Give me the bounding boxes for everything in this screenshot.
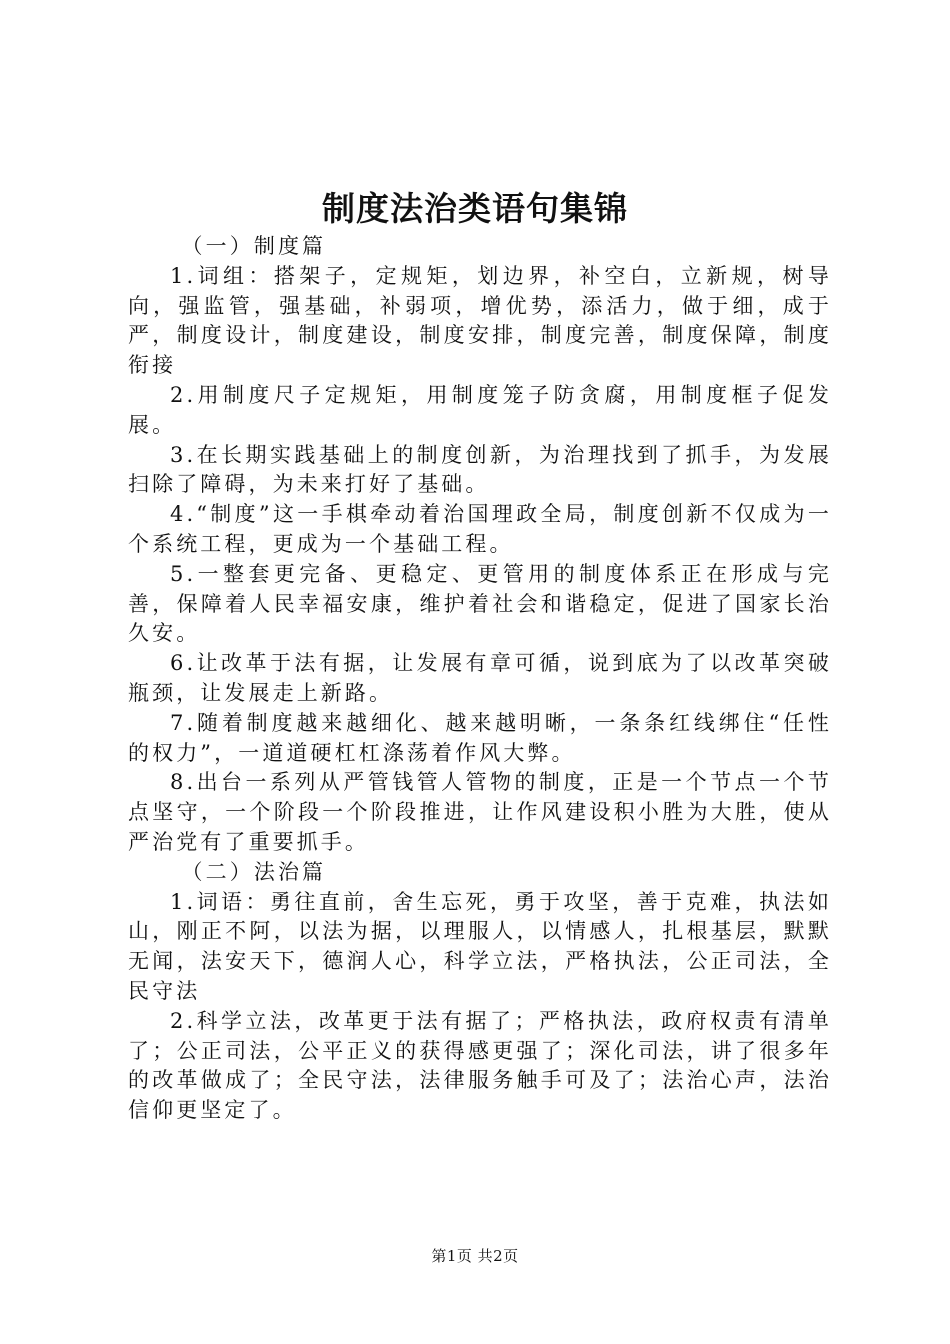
paragraph-law-2: 2.科学立法，改革更于法有据了；严格执法，政府权责有清单了；公正司法，公平正义的获得感更强了；深化司法，讲了很多年的改革做成了；全民守法，法律服务触手可及了；法治心声，法治信仰更坚定了。 <box>128 1008 832 1123</box>
section-heading-system: （一）制度篇 <box>181 234 327 258</box>
paragraph-7: 7.随着制度越来越细化、越来越明晰，一条条红线绑住“任性的权力”，一道道硬杠杠涤荡着作风大弊。 <box>128 710 832 765</box>
document-title: 制度法治类语句集锦 <box>322 189 628 228</box>
section-heading-law: （二）法治篇 <box>181 859 327 884</box>
paragraph-law-1: 1.词语：勇往直前，舍生忘死，勇于攻坚，善于克难，执法如山，刚正不阿，以法为据，以理服人，以情感人，扎根基层，默默无闻，法安天下，德润人心，科学立法，严格执法，公正司法，全民守法 <box>128 889 832 1003</box>
paragraph-1: 1.词组：搭架子，定规矩，划边界，补空白，立新规，树导向，强监管，强基础，补弱项，增优势，添活力，做于细，成于严，制度设计，制度建设，制度安排，制度完善，制度保障，制度衔接 <box>128 263 832 378</box>
paragraph-4: 4.“制度”这一手棋牵动着治国理政全局，制度创新不仅成为一个系统工程，更成为一个基础工程。 <box>128 502 832 556</box>
paragraph-6: 6.让改革于法有据，让发展有章可循，说到底为了以改革突破瓶颈，让发展走上新路。 <box>128 651 832 705</box>
document-body <box>128 232 832 1126</box>
paragraph-5: 5.一整套更完备、更稳定、更管用的制度体系正在形成与完善，保障着人民幸福安康，维护着社会和谐稳定，促进了国家长治久安。 <box>128 561 832 646</box>
paragraph-2: 2.用制度尺子定规矩，用制度笼子防贪腐，用制度框子促发展。 <box>128 382 832 437</box>
page-footer: 第1页 共2页 <box>431 1247 519 1265</box>
paragraph-3: 3.在长期实践基础上的制度创新，为治理找到了抓手，为发展扫除了障碍，为未来打好了基础。 <box>128 442 832 497</box>
paragraph-8: 8.出台一系列从严管钱管人管物的制度，正是一个节点一个节点坚守，一个阶段一个阶段推进，让作风建设积小胜为大胜，使从严治党有了重要抓手。 <box>128 770 832 854</box>
